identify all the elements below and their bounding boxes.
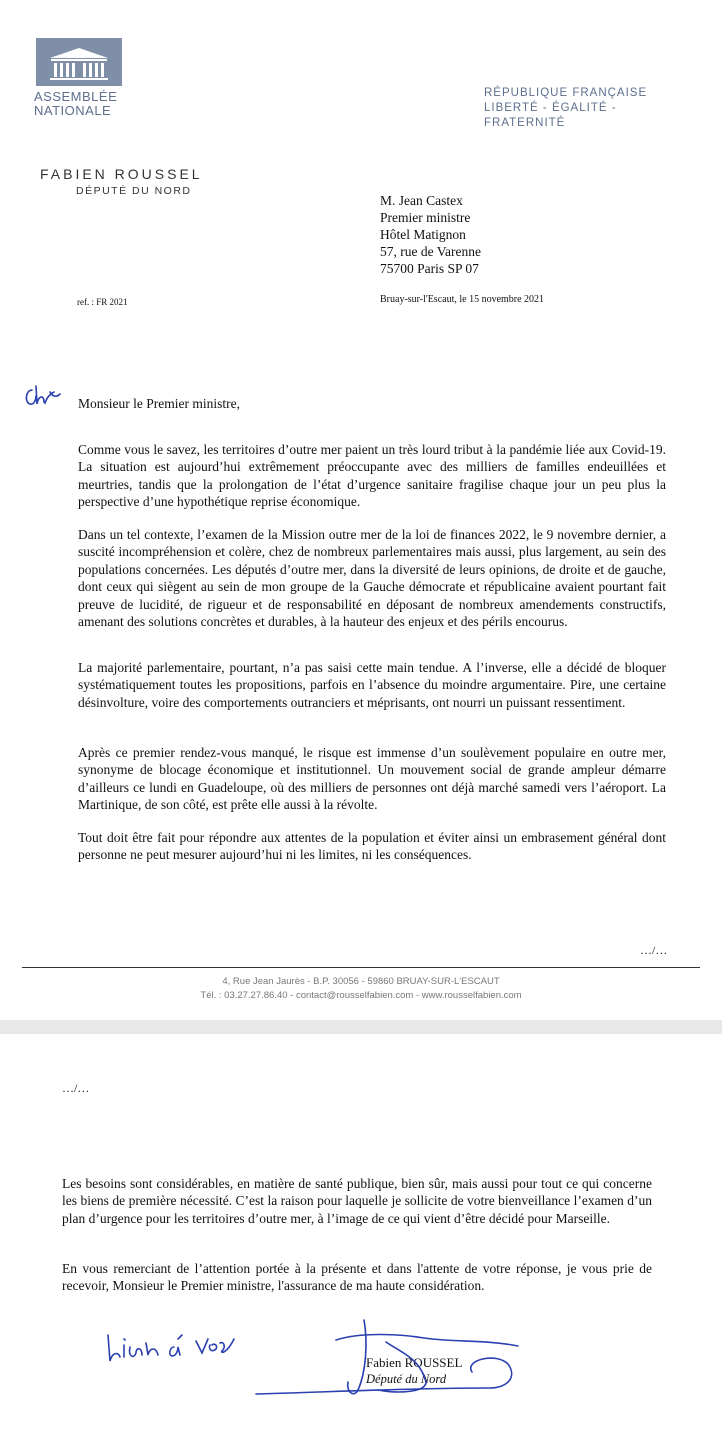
- signature-icon: [250, 1312, 550, 1417]
- signature-title: Député du Nord: [366, 1372, 447, 1386]
- body-paragraph: Les besoins sont considérables, en matière de santé publique, bien sûr, mais aussi pour tout ce qui concerne les biens de première nécessité. C’est la raison pour laquelle je sollicite de votre bienveillance l’examen d’un plan d’urgence pour les territoires d’outre mer, à l’image de ce qui vient d’être décidé pour Marseille.: [62, 1176, 652, 1226]
- body-paragraph: Dans un tel contexte, l’examen de la Mission outre mer de la loi de finances 2022, le 9 novembre dernier, a suscité incompréhension et colère, chez de nombreux parlementaires mais aussi, plus largement, au sein des populations concernées. Les députés d’outre mer, dans la diversité de leurs opinions, de droite et de gauche, dont ceux qui siègent au sein de mon groupe de la Gauche démocrate et républicaine avaient pourtant fait preuve de lucidité, de rigueur et de responsabilité en déposant de nombreux amendements constructifs, amenant des solutions concrètes et durables, à la hauteur des enjeux et des périls encourus.: [78, 527, 666, 630]
- recipient-line: 57, rue de Varenne: [380, 244, 481, 259]
- body-paragraph: Après ce premier rendez-vous manqué, le risque est immense d’un soulèvement populaire en outre mer, synonyme de blocage économique et institutionnel. Un mouvement social de grande ampleur démarre d’ailleurs ce lundi en Guadeloupe, où des milliers de personnes ont déjà marché samedi vers l’aéroport. La Martinique, de son côté, est prête elle aussi à la révolte.: [78, 745, 666, 813]
- assemblee-logo-icon: [36, 38, 122, 86]
- institution-line-1: ASSEMBLÉE: [34, 89, 118, 104]
- signature-name: Fabien ROUSSEL: [366, 1355, 463, 1370]
- author-title: DÉPUTÉ DU NORD: [76, 185, 192, 197]
- author-name: FABIEN ROUSSEL: [40, 166, 203, 182]
- page-separator: [0, 1020, 722, 1034]
- footer-address: 4, Rue Jean Jaurès - B.P. 30056 - 59860 BRUAY-SUR-L'ESCAUT: [222, 976, 500, 987]
- recipient-address: [380, 192, 481, 277]
- institution-line-2: NATIONALE: [34, 103, 112, 118]
- reference: ref. : FR 2021: [77, 297, 128, 307]
- republic-motto: LIBERTÉ - ÉGALITÉ - FRATERNITÉ: [484, 102, 617, 129]
- salutation: Monsieur le Premier ministre,: [78, 396, 240, 411]
- body-paragraph: Comme vous le savez, les territoires d’outre mer paient un très lourd tribut à la pandémie liée aux Covid-19. La situation est aujourd’hui extrêmement préoccupante avec des milliers de familles endeuillées et meurtries, tandis que la prolongation de l’état d’urgence sanitaire fragilise chaque jour un peu plus la perspective d’une hypothétique reprise économique.: [78, 442, 666, 510]
- republic-name: RÉPUBLIQUE FRANÇAISE: [484, 87, 648, 99]
- place-date: Bruay-sur-l'Escaut, le 15 novembre 2021: [380, 294, 545, 305]
- recipient-line: 75700 Paris SP 07: [380, 261, 479, 276]
- handwritten-salutation: [22, 382, 62, 417]
- handwritten-closing: [100, 1325, 250, 1380]
- continued-marker: …/…: [640, 943, 668, 957]
- body-paragraph: En vous remerciant de l’attention portée à la présente et dans l'attente de votre réponse, je vous prie de recevoir, Monsieur le Premier ministre, l'assurance de ma haute considération.: [62, 1261, 652, 1294]
- footer-contact: Tél. : 03.27.27.86.40 - contact@rousselfabien.com - www.rousselfabien.com: [200, 990, 522, 1001]
- body-paragraph: Tout doit être fait pour répondre aux attentes de la population et éviter ainsi un embrasement général dont personne ne peut mesurer aujourd’hui ni les limites, ni les conséquences.: [78, 830, 666, 863]
- recipient-line: Hôtel Matignon: [380, 227, 466, 242]
- recipient-line: M. Jean Castex: [380, 193, 463, 208]
- institution-name: [34, 90, 144, 118]
- republic-header: [484, 86, 684, 131]
- recipient-line: Premier ministre: [380, 210, 471, 225]
- body-paragraph: La majorité parlementaire, pourtant, n’a pas saisi cette main tendue. A l’inverse, elle a décidé de bloquer systématiquement toutes les propositions, parfois en l’absence du moindre argumentaire. Pire, une certaine désinvolture, voire des comportements outranciers et méprisants, ont nourri un puissant ressentiment.: [78, 660, 666, 710]
- continued-marker: …/…: [62, 1081, 90, 1095]
- footer-divider: [22, 967, 700, 968]
